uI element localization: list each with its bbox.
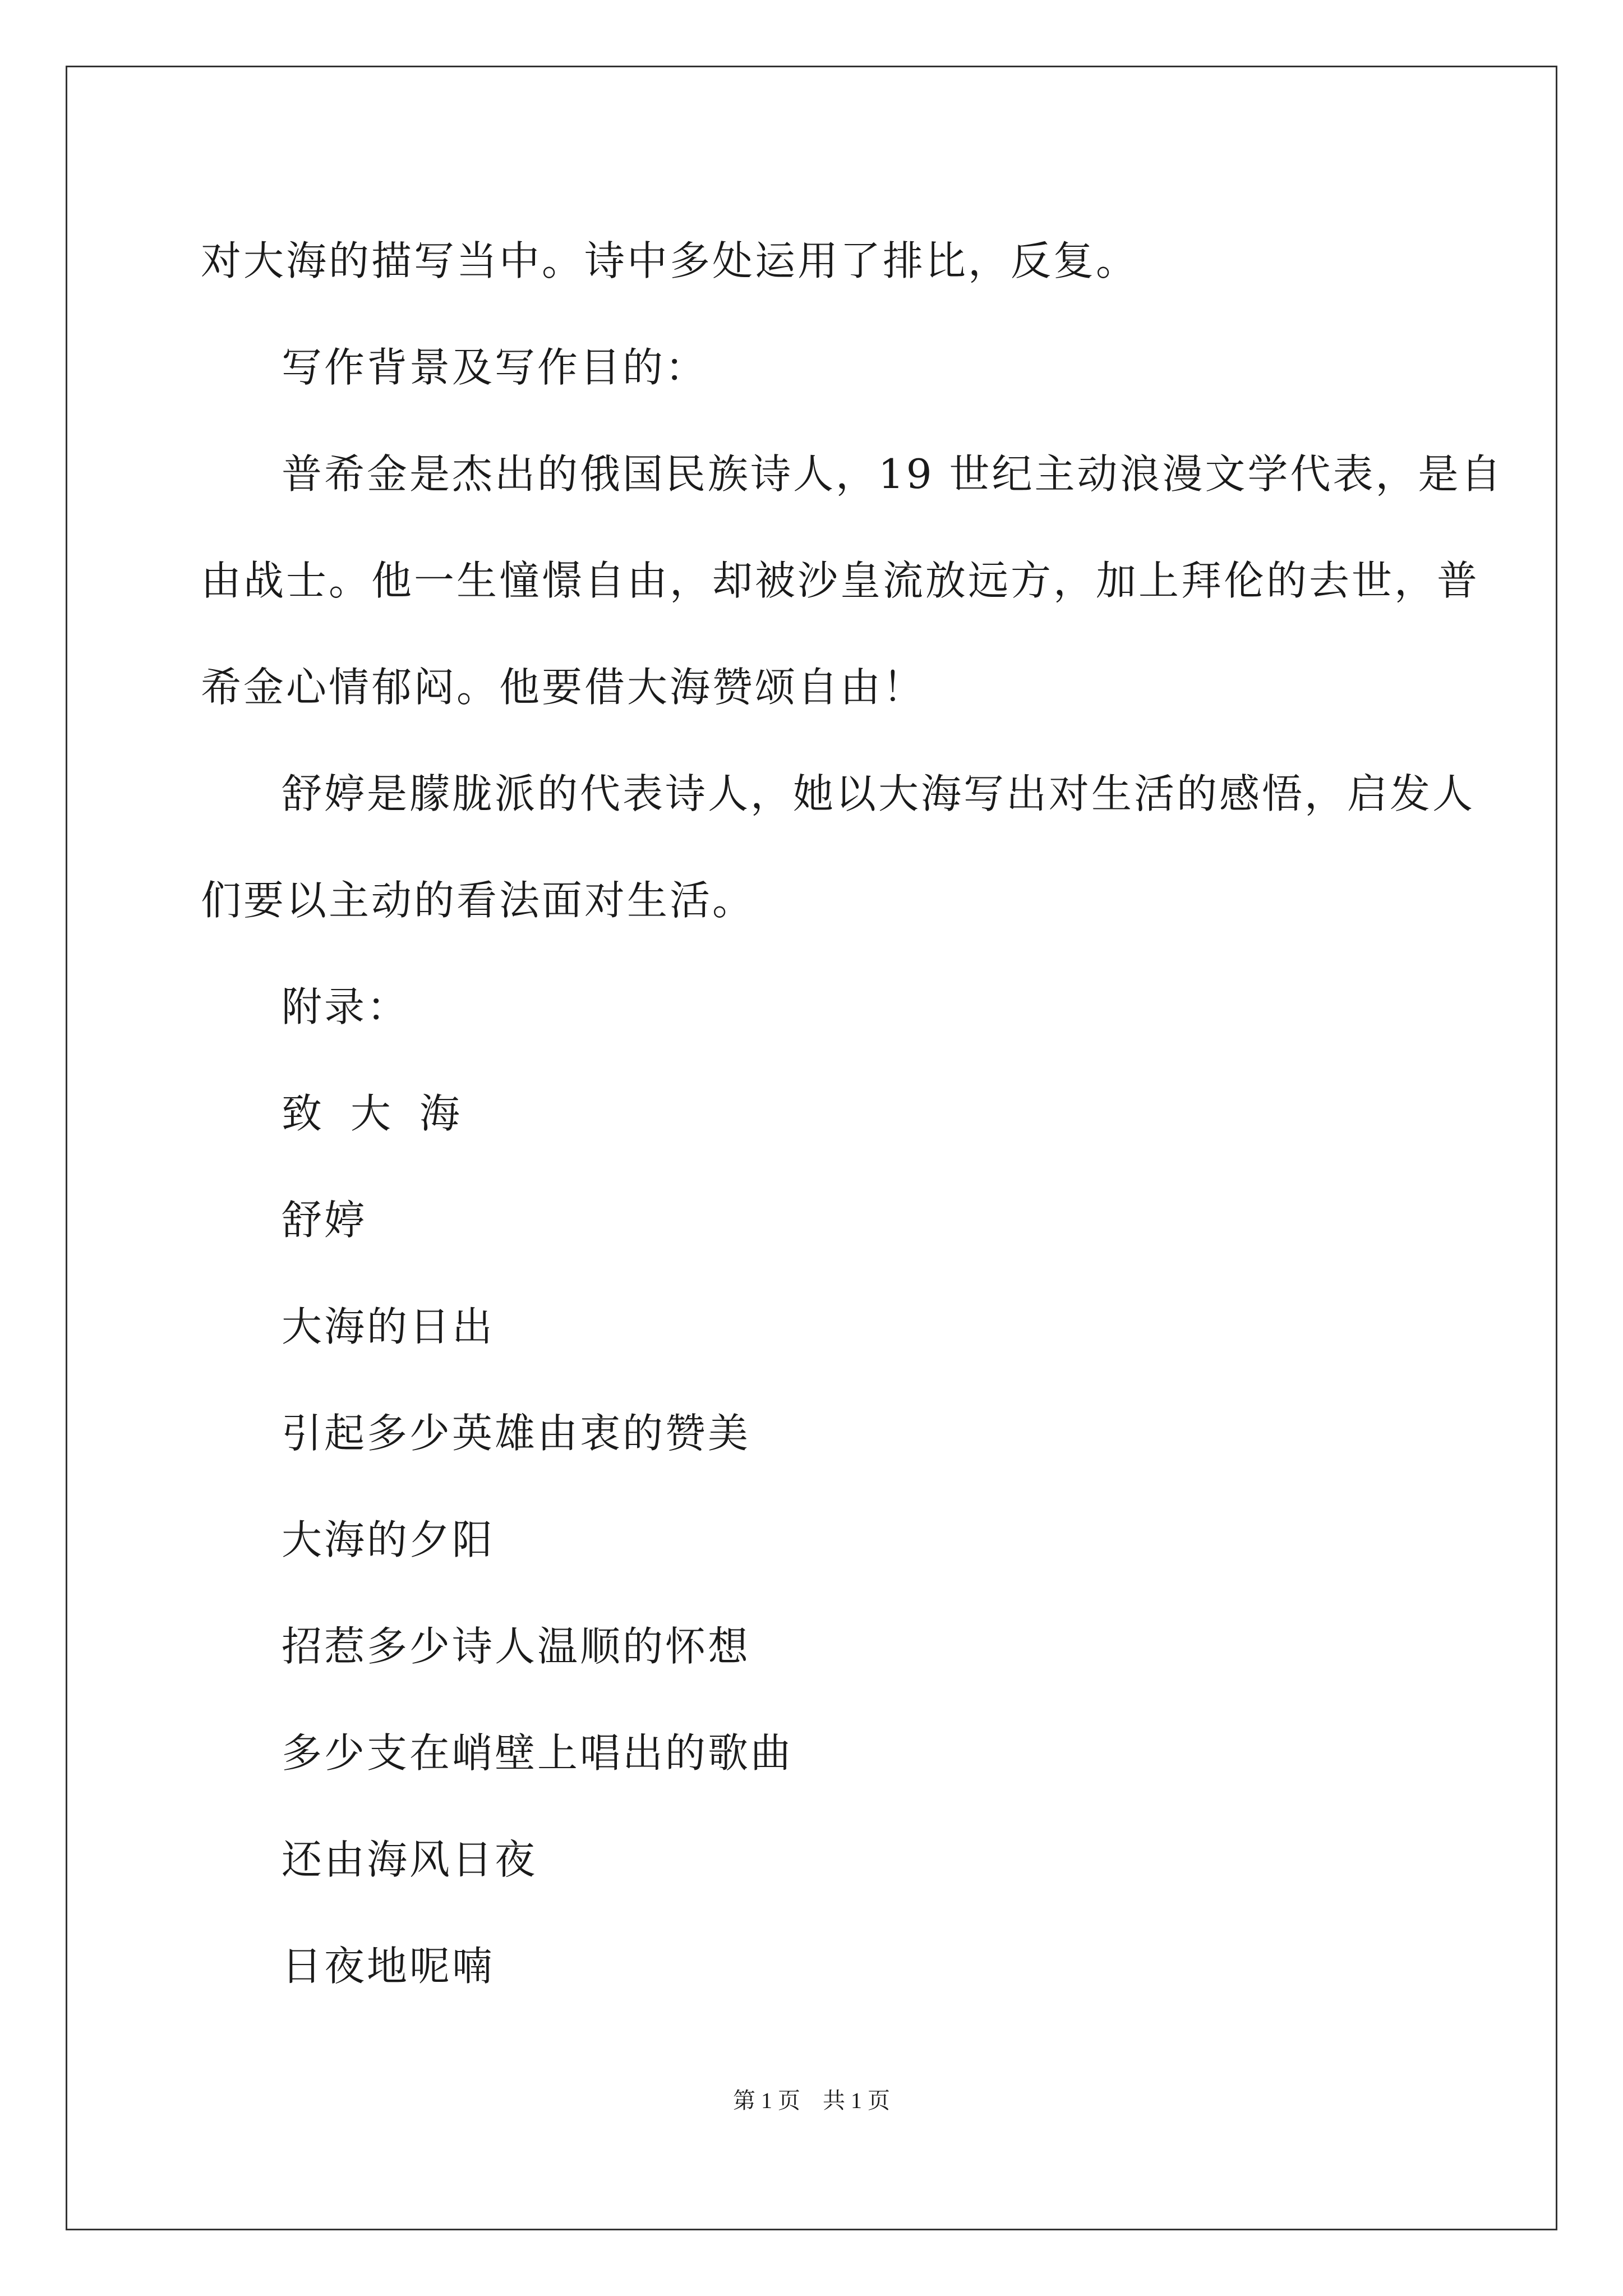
poem-line: 还由海风日夜 <box>282 1836 538 1883</box>
poem-line: 大海的夕阳 <box>282 1516 495 1563</box>
page-number: 第 1 页 <box>733 2088 800 2113</box>
appendix-label: 附录： <box>282 983 410 1030</box>
paragraph-pushkin <box>201 421 1504 740</box>
document-body <box>201 208 1504 2019</box>
page-footer <box>0 2087 1623 2115</box>
paragraph-line: 希金心情郁闷。他要借大海赞颂自由！ <box>201 664 926 711</box>
poem-line: 日夜地呢喃 <box>282 1943 495 1990</box>
paragraph-line: 们要以主动的看法面对生活。 <box>201 877 755 924</box>
poem-line: 招惹多少诗人温顺的怀想 <box>282 1623 751 1670</box>
paragraph-shuting <box>201 740 1476 954</box>
paragraph-line: 普希金是杰出的俄国民族诗人，19 世纪主动浪漫文学代表，是自 <box>282 450 1504 498</box>
poem-line: 多少支在峭壁上唱出的歌曲 <box>282 1729 794 1777</box>
poem-author: 舒婷 <box>282 1197 367 1244</box>
poem-line: 引起多少英雄由衷的赞美 <box>282 1410 751 1457</box>
poem-line: 大海的日出 <box>282 1303 495 1350</box>
page-total: 共 1 页 <box>823 2088 890 2113</box>
paragraph-line: 由战士。他一生憧憬自由，却被沙皇流放远方，加上拜伦的去世，普 <box>201 557 1480 604</box>
paragraph-line: 舒婷是朦胧派的代表诗人，她以大海写出对生活的感悟，启发人 <box>282 770 1476 817</box>
section-heading: 写作背景及写作目的： <box>282 344 708 391</box>
poem-title: 致 大 海 <box>282 1090 468 1137</box>
continued-paragraph: 对大海的描写当中。诗中多处运用了排比，反复。 <box>201 237 1139 284</box>
